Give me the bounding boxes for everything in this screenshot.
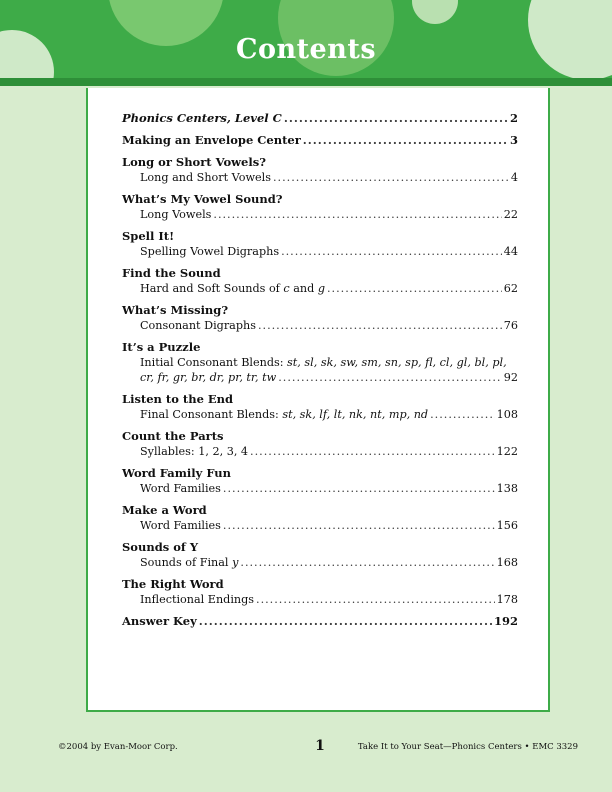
toc-entry-text	[122, 466, 231, 481]
toc-entry-text	[122, 614, 197, 629]
toc-page-number: 122	[496, 445, 518, 458]
toc-page-number: 22	[503, 208, 518, 221]
toc-text-part: y	[232, 556, 239, 569]
toc-entry-text	[122, 503, 207, 518]
toc-page-number: 168	[496, 556, 518, 569]
toc-entry-text	[140, 518, 221, 533]
toc-text-part: g	[317, 282, 325, 295]
toc-entry	[122, 192, 518, 222]
toc-page-number: 178	[496, 593, 518, 606]
dot-leader	[327, 281, 502, 296]
toc-entry-text	[140, 444, 248, 459]
toc-text-part: Word Families	[140, 519, 221, 532]
toc-entry	[122, 155, 518, 185]
toc-page-number: 76	[503, 319, 518, 332]
toc-text-part: Phonics Centers, Level C	[122, 111, 282, 125]
toc-entry	[122, 466, 518, 496]
dot-leader	[250, 444, 495, 459]
toc-page-number: 2	[509, 111, 518, 125]
toc-page-number: 62	[503, 282, 518, 295]
toc-subentry	[122, 207, 518, 222]
toc-entry	[122, 577, 518, 607]
toc-entry-text	[140, 318, 256, 333]
toc-text-part: and	[289, 282, 318, 295]
toc-text-part: Long and Short Vowels	[140, 171, 271, 184]
toc-subentry	[122, 244, 518, 259]
table-of-contents	[122, 111, 518, 636]
toc-entry-text	[140, 370, 276, 385]
book-reference: Take It to Your Seat—Phonics Centers • EMC 3329	[357, 742, 578, 752]
toc-text-part: Make a Word	[122, 503, 207, 517]
dot-leader	[199, 614, 492, 629]
toc-text-part: Consonant Digraphs	[140, 319, 256, 332]
toc-entry-text	[140, 207, 211, 222]
toc-heading	[122, 111, 518, 126]
toc-heading	[122, 429, 518, 444]
toc-text-part: Making an Envelope Center	[122, 133, 301, 147]
toc-page-number: 108	[496, 408, 518, 421]
toc-entry-text	[122, 429, 224, 444]
toc-text-part: Word Families	[140, 482, 221, 495]
toc-entry-text	[122, 111, 282, 126]
toc-heading	[122, 340, 518, 355]
toc-text-part: Spelling Vowel Digraphs	[140, 245, 280, 258]
toc-entry	[122, 229, 518, 259]
page-number: 1	[315, 738, 325, 754]
toc-page-number: 192	[493, 614, 518, 628]
toc-subentry	[122, 355, 518, 370]
dot-leader	[256, 592, 495, 607]
toc-entry-text	[122, 133, 301, 148]
toc-entry-text	[140, 407, 428, 422]
toc-entry	[122, 392, 518, 422]
dot-leader	[273, 170, 509, 185]
toc-text-part: Syllables: 1, 2, 3, 4	[140, 445, 249, 458]
toc-entry	[122, 540, 518, 570]
dot-leader	[258, 318, 502, 333]
toc-subentry	[122, 481, 518, 496]
header-stripe	[0, 78, 612, 86]
toc-text-part: st, sl, sk, sw, sm, sn, sp, fl, cl, gl, bl, pl,	[287, 356, 507, 369]
contents-panel	[86, 88, 550, 712]
toc-heading	[122, 614, 518, 629]
toc-text-part: What’s Missing?	[122, 303, 229, 317]
toc-entry-text	[140, 592, 254, 607]
toc-entry	[122, 340, 518, 385]
toc-entry-text	[140, 481, 221, 496]
toc-text-part: cr, fr, gr, br, dr, pr, tr, tw	[140, 371, 277, 384]
toc-text-part: Sounds of Y	[122, 540, 199, 554]
toc-heading	[122, 229, 518, 244]
toc-entry	[122, 614, 518, 629]
toc-text-part: Answer Key	[122, 614, 197, 628]
toc-entry-text	[140, 555, 238, 570]
dot-leader	[284, 111, 508, 126]
toc-entry-text	[122, 340, 200, 355]
toc-subentry	[122, 407, 518, 422]
bubble-decoration	[412, 0, 458, 24]
toc-entry-text	[122, 192, 283, 207]
toc-text-part: c	[283, 282, 290, 295]
dot-leader	[430, 407, 495, 422]
toc-heading	[122, 392, 518, 407]
toc-text-part: Sounds of Final	[140, 556, 233, 569]
toc-text-part: The Right Word	[122, 577, 224, 591]
toc-entry	[122, 266, 518, 296]
toc-page-number: 44	[503, 245, 518, 258]
toc-page-number: 4	[510, 171, 518, 184]
dot-leader	[240, 555, 494, 570]
toc-entry-text	[140, 281, 325, 296]
dot-leader	[281, 244, 502, 259]
toc-entry-text	[122, 392, 233, 407]
dot-leader	[278, 370, 502, 385]
toc-subentry	[122, 170, 518, 185]
toc-entry	[122, 503, 518, 533]
toc-page-number: 3	[509, 133, 518, 147]
toc-text-part: Long Vowels	[140, 208, 212, 221]
toc-text-part: Count the Parts	[122, 429, 224, 443]
toc-entry	[122, 133, 518, 148]
toc-subentry	[122, 318, 518, 333]
toc-page-number: 92	[503, 371, 518, 384]
copyright-text: ©2004 by Evan-Moor Corp.	[58, 742, 178, 752]
toc-text-part: Word Family Fun	[122, 466, 232, 480]
toc-entry	[122, 111, 518, 126]
toc-page-number: 138	[496, 482, 518, 495]
toc-subentry	[122, 518, 518, 533]
page-title: Contents	[235, 34, 377, 65]
toc-entry-text	[140, 170, 271, 185]
dot-leader	[223, 481, 495, 496]
toc-heading	[122, 503, 518, 518]
toc-subentry	[122, 592, 518, 607]
toc-heading	[122, 155, 518, 170]
toc-text-part: Hard and Soft Sounds of	[140, 282, 284, 295]
dot-leader	[213, 207, 501, 222]
toc-entry-text	[122, 266, 221, 281]
toc-heading	[122, 192, 518, 207]
toc-heading	[122, 133, 518, 148]
toc-text-part: Inflectional Endings	[140, 593, 255, 606]
toc-entry-text	[122, 577, 224, 592]
toc-heading	[122, 540, 518, 555]
toc-entry-text	[122, 303, 228, 318]
toc-entry	[122, 429, 518, 459]
toc-subentry	[122, 555, 518, 570]
toc-text-part: Find the Sound	[122, 266, 221, 280]
toc-entry-text	[122, 229, 174, 244]
toc-entry	[122, 303, 518, 333]
toc-subentry	[122, 370, 518, 385]
dot-leader	[223, 518, 495, 533]
toc-text-part: Spell It!	[122, 229, 175, 243]
toc-subentry	[122, 444, 518, 459]
toc-heading	[122, 303, 518, 318]
toc-text-part: Listen to the End	[122, 392, 234, 406]
toc-heading	[122, 577, 518, 592]
toc-text-part: It’s a Puzzle	[122, 340, 201, 354]
toc-text-part: Initial Consonant Blends:	[140, 356, 288, 369]
toc-entry-text	[122, 155, 266, 170]
toc-heading	[122, 466, 518, 481]
toc-text-part: Long or Short Vowels?	[122, 155, 266, 169]
toc-text-part: What’s My Vowel Sound?	[122, 192, 283, 206]
toc-page-number: 156	[496, 519, 518, 532]
toc-entry-text	[122, 540, 198, 555]
header-banner	[0, 0, 612, 86]
toc-subentry	[122, 281, 518, 296]
toc-heading	[122, 266, 518, 281]
dot-leader	[303, 133, 508, 148]
toc-entry-text	[140, 355, 507, 370]
toc-text-part: st, sk, lf, lt, nk, nt, mp, nd	[282, 408, 429, 421]
toc-entry-text	[140, 244, 279, 259]
toc-text-part: Final Consonant Blends:	[140, 408, 283, 421]
